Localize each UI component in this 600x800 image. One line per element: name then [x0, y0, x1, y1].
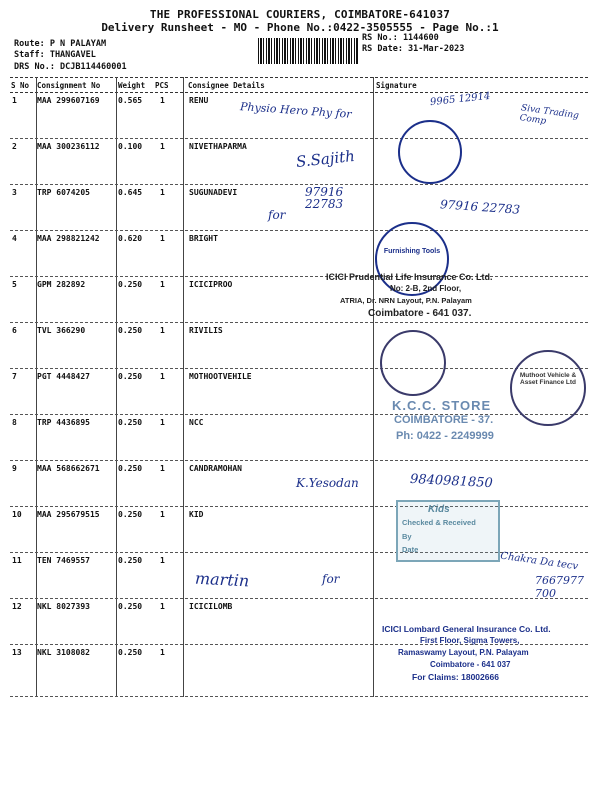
route-label: Route: P N PALAYAM: [14, 39, 107, 49]
col-pcs: PCS: [155, 81, 169, 90]
row-sno: 10: [12, 510, 22, 519]
icici-pru-stamp-line4: Coimbatore - 641 037.: [368, 308, 472, 319]
row-pcs: 1: [160, 602, 165, 611]
row-consignment: NKL 8027393: [37, 602, 90, 611]
row-weight: 0.250: [118, 372, 143, 381]
row-consignee: NCC: [189, 418, 204, 427]
row-sno: 8: [12, 418, 17, 427]
kcc-stamp-line1: K.C.C. STORE: [392, 398, 492, 413]
lombard-stamp-line1: ICICI Lombard General Insurance Co. Ltd.: [382, 624, 551, 634]
col-weight: Weight: [118, 81, 146, 90]
table-row: [10, 322, 588, 369]
row-sno: 9: [12, 464, 17, 473]
row-weight: 0.250: [118, 602, 143, 611]
drs-number: DRS No.: DCJB114460001: [14, 62, 127, 72]
row-pcs: 1: [160, 234, 165, 243]
row-pcs: 1: [160, 280, 165, 289]
lombard-stamp-line4: Coimbatore - 641 037: [430, 660, 511, 669]
staff-label: Staff: THANGAVEL: [14, 50, 96, 60]
table-row: [10, 230, 588, 277]
row-pcs: 1: [160, 418, 165, 427]
stamp-text: Muthoot Vehicle & Asset Finance Ltd: [519, 372, 577, 386]
row-consignment: MAA 300236112: [37, 142, 100, 151]
row-consignee: SUGUNADEVI: [189, 188, 238, 197]
row-weight: 0.250: [118, 648, 143, 657]
handwritten-phone: 7667977 700: [535, 574, 584, 600]
row-consignment: MAA 295679515: [37, 510, 100, 519]
row-pcs: 1: [160, 556, 165, 565]
row-weight: 0.565: [118, 96, 143, 105]
icici-pru-stamp-line1: ICICI Prudential Life Insurance Co. Ltd.: [326, 272, 493, 282]
row-pcs: 1: [160, 188, 165, 197]
kids-received-stamp: [396, 500, 500, 562]
rs-date: RS Date: 31-Mar-2023: [362, 44, 465, 54]
row-consignment: PGT 4448427: [37, 372, 90, 381]
signature-stamp: [398, 120, 462, 184]
kcc-stamp-line3: Ph: 0422 - 2249999: [396, 430, 494, 442]
row-consignment: GPM 282892: [37, 280, 86, 289]
row-pcs: 1: [160, 464, 165, 473]
col-consignment: Consignment No: [37, 81, 101, 90]
row-sno: 13: [12, 648, 22, 657]
handwritten-signature: S.Sajith: [295, 146, 356, 172]
kids-stamp-by: By: [402, 532, 412, 541]
row-weight: 0.620: [118, 234, 143, 243]
row-sno: 6: [12, 326, 17, 335]
row-consignment: MAA 568662671: [37, 464, 100, 473]
table-header: [10, 77, 588, 93]
handwritten-note: for: [322, 572, 340, 586]
runsheet-title: THE PROFESSIONAL COURIERS, COIMBATORE-641037: [149, 8, 451, 21]
row-consignment: TRP 6074205: [37, 188, 90, 197]
icici-pru-stamp-line3: ATRIA, Dr. NRN Layout, P.N. Palayam: [340, 296, 472, 305]
handwritten-phone: 97916 22783: [439, 197, 521, 217]
table-row: [10, 506, 588, 553]
row-consignee: MOTHOOTVEHILE: [189, 372, 252, 381]
row-sno: 12: [12, 602, 22, 611]
runsheet-subtitle: Delivery Runsheet - MO - Phone No.:0422-3505555 - Page No.:1: [101, 21, 499, 34]
handwritten-phone: 9840981850: [409, 471, 494, 492]
handwritten-signature: martin: [194, 568, 250, 591]
lombard-stamp-line5: For Claims: 18002666: [412, 672, 499, 682]
row-pcs: 1: [160, 510, 165, 519]
col-sno: S No: [11, 81, 30, 90]
barcode: [258, 38, 358, 64]
row-pcs: 1: [160, 96, 165, 105]
kids-stamp-date: Date: [402, 545, 419, 554]
handwritten-phone: 9965 12914: [429, 90, 491, 109]
row-pcs: 1: [160, 142, 165, 151]
row-pcs: 1: [160, 372, 165, 381]
row-sno: 7: [12, 372, 17, 381]
table-row: [10, 276, 588, 323]
row-weight: 0.645: [118, 188, 143, 197]
row-weight: 0.250: [118, 418, 143, 427]
handwritten-note: Physio Hero Phy for: [239, 100, 352, 121]
row-consignee: CANDRAMOHAN: [189, 464, 242, 473]
row-weight: 0.250: [118, 556, 143, 565]
handwritten-note: Siva Trading Comp: [518, 103, 580, 127]
row-weight: 0.250: [118, 510, 143, 519]
company-stamp: [380, 330, 446, 396]
row-consignment: MAA 298821242: [37, 234, 100, 243]
col-signature: Signature: [376, 81, 417, 90]
row-consignee: NIVETHAPARMA: [189, 142, 247, 151]
row-consignment: NKL 3108082: [37, 648, 90, 657]
row-consignee: ICICIPROO: [189, 280, 233, 289]
kids-stamp-title: Kids: [428, 504, 450, 515]
table-row: [10, 368, 588, 415]
row-consignee: ICICILOMB: [189, 602, 233, 611]
lombard-stamp-line3: Ramaswamy Layout, P.N. Palayam: [398, 648, 529, 657]
muthoot-stamp: [510, 350, 586, 426]
row-pcs: 1: [160, 326, 165, 335]
handwritten-signature: K.Yesodan: [296, 476, 359, 490]
row-consignee: RIVILIS: [189, 326, 223, 335]
row-sno: 1: [12, 96, 17, 105]
row-weight: 0.250: [118, 280, 143, 289]
row-consignment: TVL 366290: [37, 326, 86, 335]
kcc-stamp-line2: COIMBATORE - 37.: [394, 414, 494, 426]
row-consignee: KID: [189, 510, 204, 519]
handwritten-note: Chakra Da tecv: [499, 550, 579, 573]
row-consignment: TEN 7469557: [37, 556, 90, 565]
stamp-text: Furnishing Tools: [383, 248, 441, 255]
row-sno: 4: [12, 234, 17, 243]
icici-pru-stamp-line2: No: 2-B, 2nd Floor,: [390, 284, 462, 293]
handwritten-phone: 97916 22783: [305, 185, 344, 211]
row-weight: 0.250: [118, 464, 143, 473]
row-weight: 0.100: [118, 142, 143, 151]
col-consignee: Consignee Details: [188, 81, 265, 90]
row-sno: 5: [12, 280, 17, 289]
row-sno: 11: [12, 556, 22, 565]
row-consignment: TRP 4436895: [37, 418, 90, 427]
row-weight: 0.250: [118, 326, 143, 335]
row-consignment: MAA 299607169: [37, 96, 100, 105]
row-consignee: BRIGHT: [189, 234, 218, 243]
row-sno: 2: [12, 142, 17, 151]
row-pcs: 1: [160, 648, 165, 657]
lombard-stamp-line2: First Floor, Sigma Towers,: [420, 636, 520, 645]
kids-stamp-line: Checked & Received: [402, 518, 476, 527]
handwritten-note: for: [268, 208, 286, 222]
row-consignee: RENU: [189, 96, 209, 105]
row-sno: 3: [12, 188, 17, 197]
table-row: [10, 414, 588, 461]
rs-number: RS No.: 1144600: [362, 33, 439, 43]
